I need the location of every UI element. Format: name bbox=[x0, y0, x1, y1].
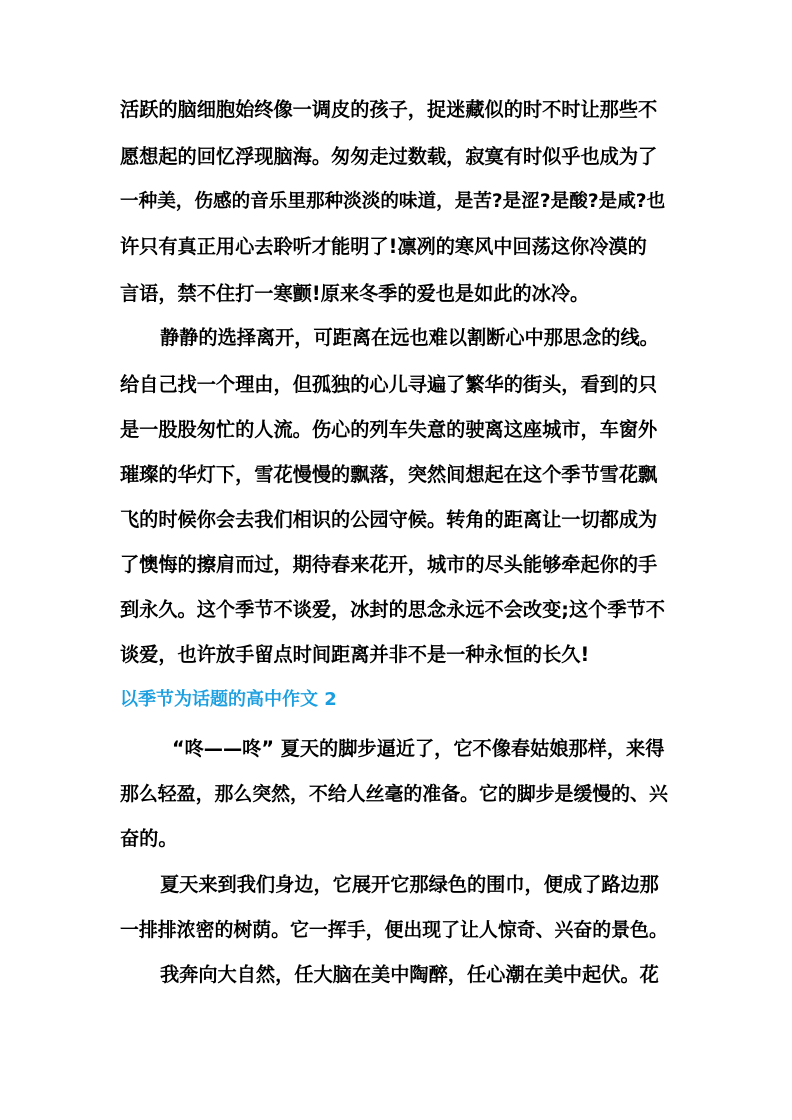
paragraph-line: 一排排浓密的树荫。它一挥手，便出现了让人惊奇、兴奋的景色。 bbox=[120, 919, 668, 941]
paragraph-line: 是一股股匆忙的人流。伤心的列车失意的驶离这座城市，车窗外 bbox=[120, 418, 658, 441]
paragraph-line: 璀璨的华灯下，雪花慢慢的飘落，突然间想起在这个季节雪花飘 bbox=[120, 463, 658, 486]
paragraph-line: “咚——咚” 夏天的脚步逼近了，它不像春姑娘那样，来得 bbox=[172, 737, 665, 760]
paragraph-line: 许只有真正用心去聆听才能明了!凛冽的寒风中回荡这你冷漠的 bbox=[120, 235, 647, 258]
paragraph-line: 飞的时候你会去我们相识的公园守候。转角的距离让一切都成为 bbox=[120, 508, 658, 531]
paragraph-line: 我奔向大自然，任大脑在美中陶醉，任心潮在美中起伏。花 bbox=[160, 963, 659, 986]
paragraph-line: 给自己找一个理由，但孤独的心儿寻遍了繁华的街头，看到的只 bbox=[120, 373, 658, 396]
paragraph-line: 奋的。 bbox=[120, 827, 178, 850]
paragraph-line: 愿想起的回忆浮现脑海。匆匆走过数载，寂寞有时似乎也成为了 bbox=[120, 145, 658, 168]
paragraph-line: 活跃的脑细胞始终像一调皮的孩子，捉迷藏似的时不时让那些不 bbox=[120, 98, 658, 121]
paragraph-line: 言语，禁不住打一寒颤!原来冬季的爱也是如此的冰冷。 bbox=[120, 282, 590, 305]
paragraph-line: 谈爱，也许放手留点时间距离并非不是一种永恒的长久! bbox=[120, 643, 590, 666]
paragraph-line: 一种美，伤感的音乐里那种淡淡的味道，是苦?是涩?是酸?是咸?也 bbox=[120, 191, 666, 212]
paragraph-line: 了懊悔的擦肩而过，期待春来花开，城市的尽头能够牵起你的手 bbox=[120, 553, 658, 576]
paragraph-line: 静静的选择离开，可距离在远也难以割断心中那思念的线。 bbox=[160, 326, 659, 349]
paragraph-line: 那么轻盈，那么突然，不给人丝毫的准备。它的脚步是缓慢的、兴 bbox=[120, 783, 668, 805]
section-heading: 以季节为话题的高中作文 2 bbox=[120, 689, 337, 710]
paragraph-line: 到永久。这个季节不谈爱，冰封的思念永远不会改变;这个季节不 bbox=[120, 598, 665, 621]
paragraph-line: 夏天来到我们身边，它展开它那绿色的围巾，便成了路边那 bbox=[160, 873, 659, 896]
